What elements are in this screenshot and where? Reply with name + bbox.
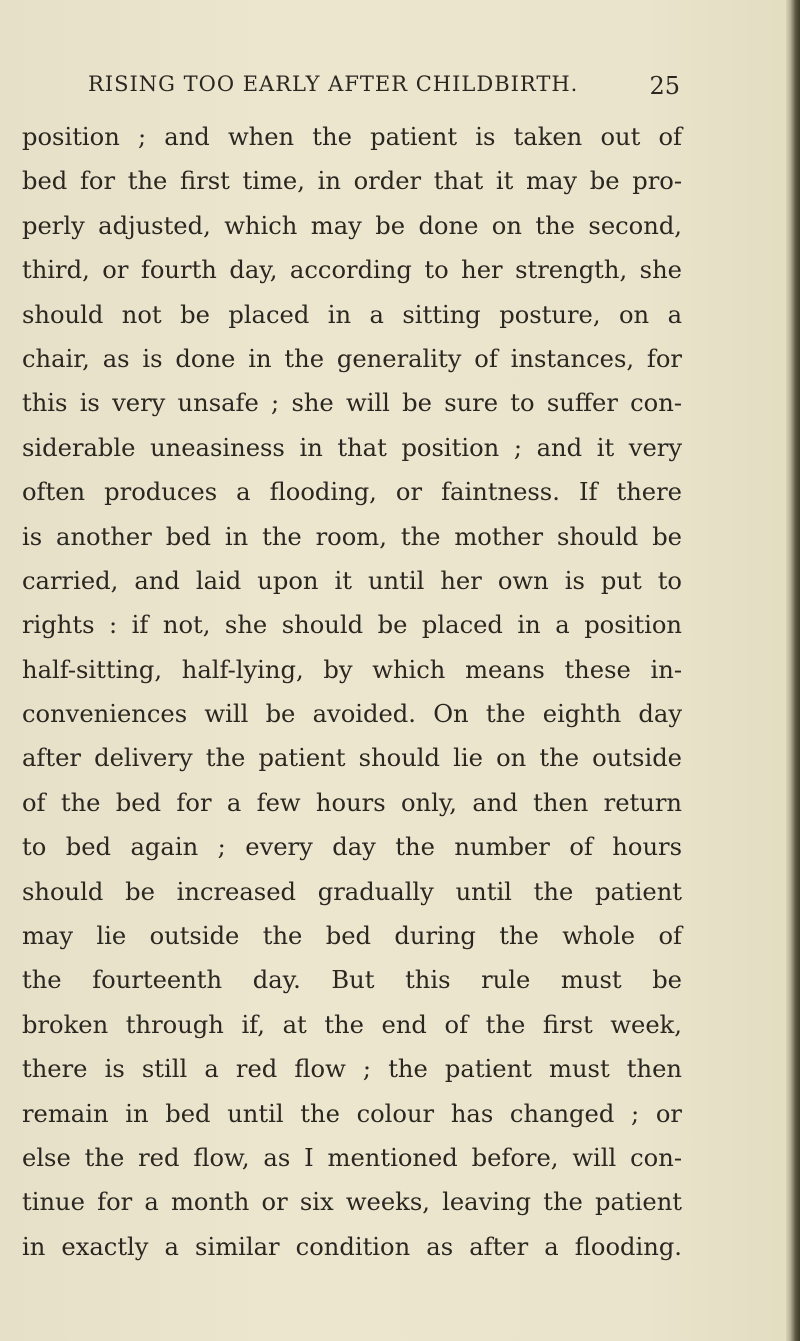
text-line: bed for the first time, in order that it may be pro- <box>22 167 682 196</box>
text-line: remain in bed until the colour has changed ; or <box>22 1099 682 1128</box>
text-line: tinue for a month or six weeks, leaving the patient <box>22 1188 682 1217</box>
text-line: this is very unsafe ; she will be sure to suffer con- <box>22 389 682 418</box>
page-binding-edge <box>786 0 800 1341</box>
text-line: often produces a flooding, or faintness. If there <box>22 478 682 507</box>
text-line: half-sitting, half-lying, by which means these in- <box>22 655 682 684</box>
text-line: should not be placed in a sitting posture, on a <box>22 300 682 329</box>
text-line: broken through if, at the end of the first week, <box>22 1010 682 1039</box>
text-line: after delivery the patient should lie on the outside <box>22 744 682 773</box>
text-line: there is still a red flow ; the patient must then <box>22 1055 682 1084</box>
text-line: third, or fourth day, according to her strength, she <box>22 256 682 285</box>
text-line: should be increased gradually until the patient <box>22 877 682 906</box>
text-line: of the bed for a few hours only, and then return <box>22 788 682 817</box>
text-line: conveniences will be avoided. On the eighth day <box>22 700 682 729</box>
text-line: in exactly a similar condition as after a flooding. <box>22 1232 682 1261</box>
text-line: carried, and laid upon it until her own is put to <box>22 566 682 595</box>
body-text <box>22 115 682 1269</box>
running-title: RISING TOO EARLY AFTER CHILDBIRTH. <box>88 72 579 96</box>
text-line: is another bed in the room, the mother should be <box>22 522 682 551</box>
text-line: the fourteenth day. But this rule must be <box>22 966 682 995</box>
text-line: rights : if not, she should be placed in a position <box>22 611 682 640</box>
text-line: position ; and when the patient is taken out of <box>22 123 682 151</box>
text-line: to bed again ; every day the number of hours <box>22 833 682 862</box>
page-number: 25 <box>649 72 680 100</box>
text-line: siderable uneasiness in that position ; and it very <box>22 433 682 462</box>
text-line: may lie outside the bed during the whole of <box>22 922 682 951</box>
running-header <box>88 72 680 112</box>
text-line: perly adjusted, which may be done on the second, <box>22 211 682 240</box>
text-line: else the red flow, as I mentioned before, will con- <box>22 1143 682 1172</box>
text-line: chair, as is done in the generality of instances, for <box>22 344 682 373</box>
